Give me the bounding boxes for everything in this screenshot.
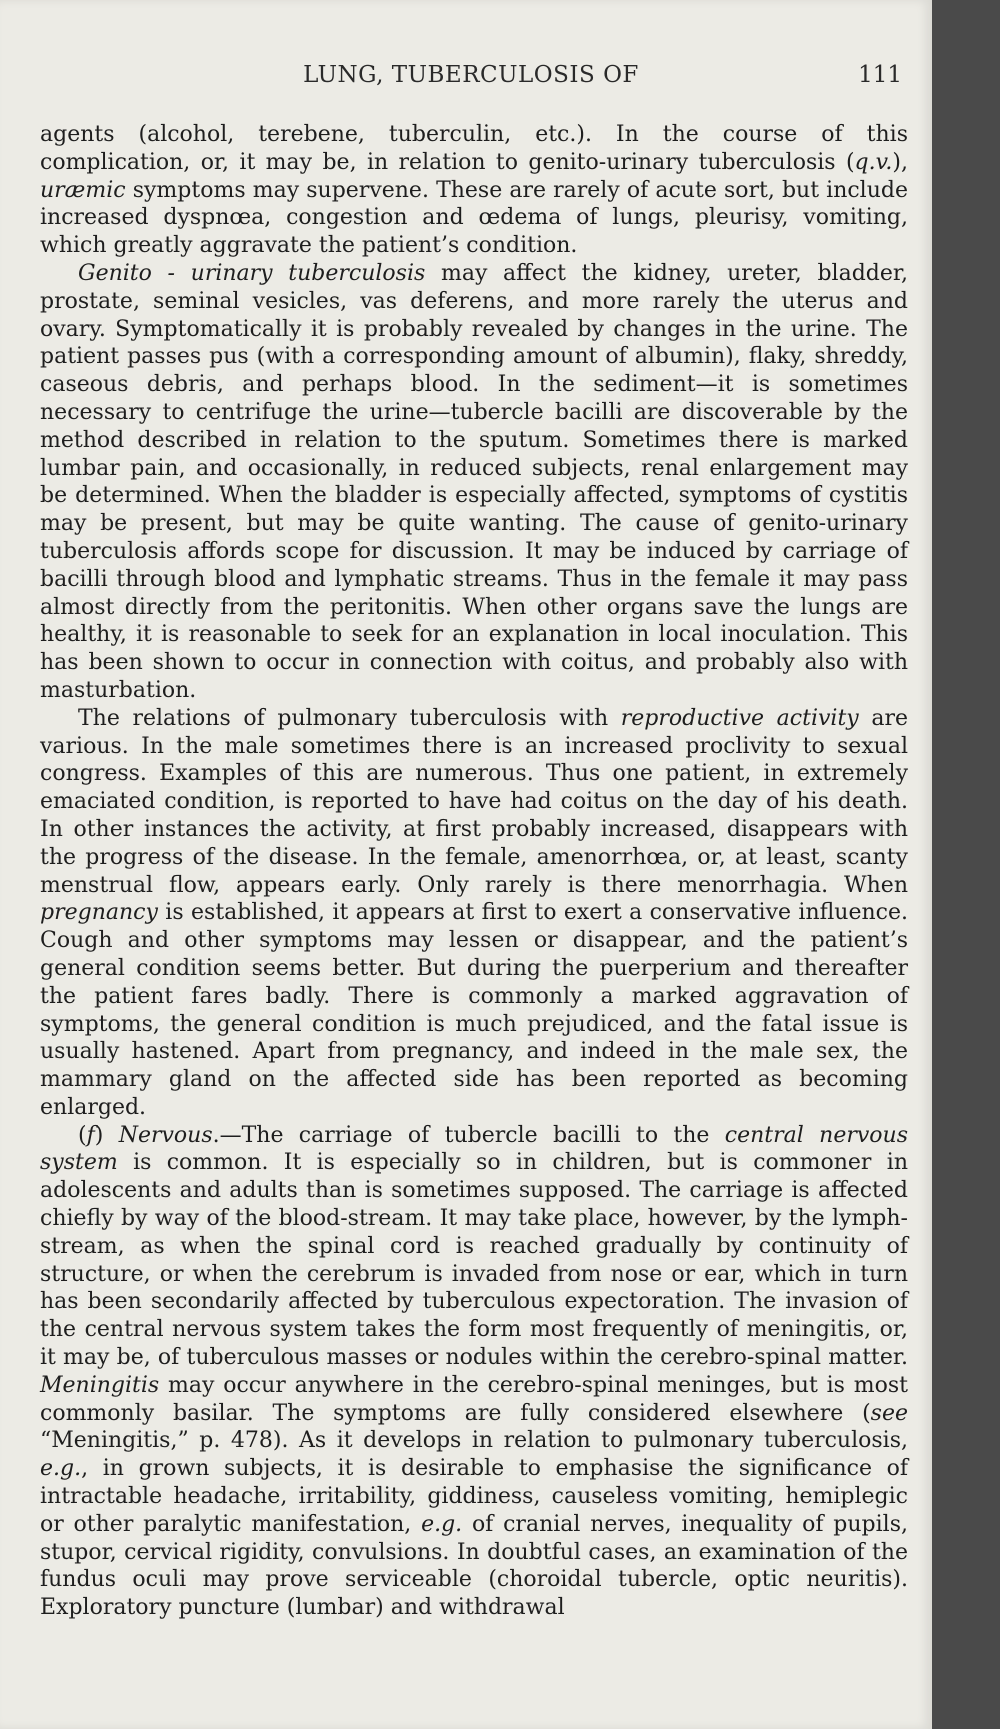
italic-text: pregnancy [40, 900, 158, 926]
page-number: 111 [858, 62, 902, 88]
text-run: may affect the kidney, ureter, bladder, prostate, seminal vesicles, vas deferens, and more rarely the uterus and ovary. Symptomatically it is probably revealed by changes in the urine. The patient passes pus (with a corresponding amount of albumin), flaky, shreddy, caseous debris, and perhaps blood. In the sediment—it is sometimes necessary to centrifuge the urine—tubercle bacilli are discoverable by the method described in relation to the sputum. Sometimes there is marked lumbar pain, and occasionally, in reduced subjects, renal enlargement may be determined. When the bladder is especially affected, symptoms of cystitis may be present, but may be quite wanting. The cause of genito-urinary tuberculosis affords scope for discussion. It may be induced by carriage of bacilli through blood and lymphatic streams. Thus in the female it may pass almost directly from the peritonitis. When other organs save the lungs are healthy, it is reasonable to seek for an explanation in local inoculation. This has been shown to occur in connection with coitus, and probably also with masturbation. [40, 260, 908, 703]
paragraph [40, 705, 908, 1122]
page-title: LUNG, TUBERCULOSIS OF [303, 62, 639, 88]
italic-text: see [870, 1400, 908, 1426]
paragraph [40, 1122, 908, 1622]
italic-text: Nervous [118, 1122, 213, 1148]
italic-text: reproductive activity [620, 705, 859, 731]
text-run: .—The carriage of tubercle bacilli to the [212, 1122, 725, 1148]
text-run: of cranial nerves, inequality of pupils, stupor, cervical rigidity, convulsions. In doubtful cases, an examination of the fundus oculi may prove serviceable (choroidal tubercle, optic neuritis). Exploratory puncture (lumbar) and withdrawal [40, 1511, 908, 1621]
italic-text: f [86, 1122, 95, 1148]
italic-text: q.v. [854, 149, 893, 175]
running-header [40, 62, 902, 98]
italic-text: Meningitis [40, 1372, 160, 1398]
text-run: is common. It is especially so in children, but is commoner in adolescents and adults than is sometimes supposed. The carriage is affected chiefly by way of the blood-stream. It may take place, however, by the lymph-stream, as when the spinal cord is reached gradually by continuity of structure, or when the cerebrum is invaded from nose or ear, which in turn has been secondarily affected by tuberculous expectoration. The invasion of the central nervous system takes the form most frequently of meningitis, or, it may be, of tuberculous masses or nodules within the cerebro-spinal matter. [40, 1150, 908, 1371]
text-run: The relations of pulmonary tuberculosis with [78, 705, 621, 731]
text-run: agents (alcohol, terebene, tuberculin, etc.). In the course of this complication, or, it may be, in relation to genito-urinary tuberculosis ( [40, 122, 908, 175]
italic-text: Genito - urinary tuberculosis [78, 260, 426, 286]
italic-text: e.g. [40, 1456, 82, 1482]
text-run: is established, it appears at first to exert a conservative influence. Cough and other symptoms may lessen or disappear, and the patient’s general condition seems better. But during the puerperium and thereafter the patient fares badly. There is commonly a marked aggravation of symptoms, the general condition is much prejudiced, and the fatal issue is usually hastened. Apart from pregnancy, and indeed in the male sex, the mammary gland on the affected side has been reported as becoming enlarged. [40, 900, 908, 1120]
text-run: symptoms may supervene. These are rarely of acute sort, but include increased dyspnœa, congestion and œdema of lungs, pleurisy, vomiting, which greatly aggravate the patient’s condition. [40, 177, 908, 259]
text-run: “Meningitis,” p. 478). As it develops in relation to pulmonary tuberculosis, [40, 1428, 908, 1454]
body-text [40, 121, 908, 1622]
text-run: may occur anywhere in the cerebro-spinal meninges, but is most commonly basilar. The symptoms are fully considered elsewhere ( [40, 1372, 908, 1426]
paragraph [40, 260, 908, 705]
text-run: , in grown subjects, it is desirable to emphasise the significance of intractable headache, irritability, giddiness, causeless vomiting, hemiplegic or other paralytic manifestation, [40, 1456, 908, 1537]
text-run: ), [892, 149, 908, 175]
paragraph [40, 121, 908, 260]
text-run: ( [78, 1122, 87, 1148]
text-run: are various. In the male sometimes there is an increased proclivity to sexual congress. Examples of this are numerous. Thus one patient, in extremely emaciated condition, is reported to have had coitus on the day of his death. In other instances the activity, at first probably increased, disappears with the progress of the disease. In the female, amenorrhœa, or, at least, scanty menstrual flow, appears early. Only rarely is there menorrhagia. When [40, 705, 908, 898]
italic-text: e.g. [421, 1511, 463, 1537]
text-run: ) [94, 1122, 119, 1148]
italic-text: central nervous system [40, 1122, 908, 1176]
italic-text: uræmic [40, 177, 126, 203]
